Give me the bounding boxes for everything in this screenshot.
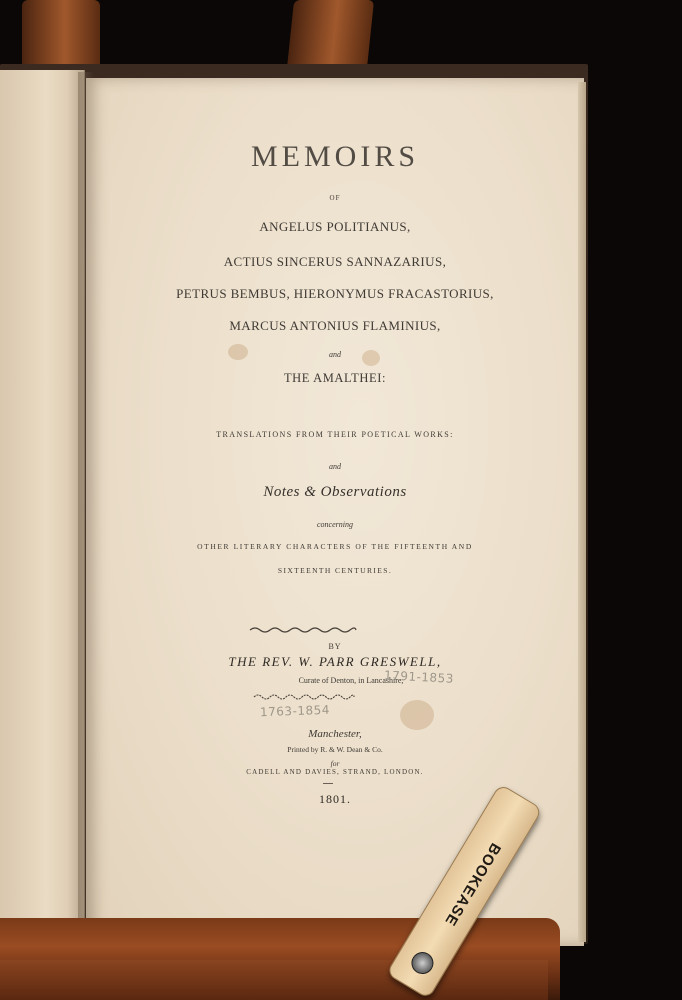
ornament-divider — [252, 692, 356, 702]
pencil-annotation: 1763-1854 — [259, 702, 331, 720]
other-characters-line: OTHER LITERARY CHARACTERS OF THE FIFTEENTH AND — [197, 542, 473, 551]
book-title: MEMOIRS — [250, 140, 420, 173]
foxing-spot — [400, 700, 434, 730]
notes-heading: Notes & Observations — [263, 484, 407, 500]
page-fore-edge — [578, 82, 586, 942]
by-text: BY — [328, 642, 342, 651]
easel-shelf-lip — [0, 960, 548, 1000]
author-title: Curate of Denton, in Lancashire, — [298, 676, 404, 685]
for-text: for — [330, 759, 340, 768]
left-page — [0, 70, 85, 950]
translations-line: TRANSLATIONS FROM THEIR POETICAL WORKS: — [216, 430, 454, 439]
author-name: THE REV. W. PARR GRESWELL, — [228, 654, 442, 669]
pencil-annotation: 1791-1853 — [383, 668, 455, 686]
easel-left-post — [22, 0, 100, 70]
imprint-place: Manchester, — [308, 728, 362, 740]
printer-line: Printed by R. & W. Dean & Co. — [287, 745, 383, 754]
subject-name: THE AMALTHEI: — [283, 371, 387, 385]
publication-year: 1801. — [319, 792, 351, 806]
centuries-line: SIXTEENTH CENTURIES. — [277, 566, 393, 575]
subject-name: ACTIUS SINCERUS SANNAZARIUS, — [223, 254, 447, 269]
bookmark-brand: BOOKEASE — [441, 839, 504, 930]
publisher-line: CADELL AND DAVIES, STRAND, LONDON. — [246, 768, 424, 776]
and-text: and — [329, 462, 341, 471]
subject-name: ANGELUS POLITIANUS, — [259, 219, 411, 234]
short-rule — [323, 783, 333, 784]
and-text: and — [329, 350, 341, 359]
subject-name: MARCUS ANTONIUS FLAMINIUS, — [229, 318, 441, 333]
subject-name: PETRUS BEMBUS, HIERONYMUS FRACASTORIUS, — [176, 286, 494, 301]
bookmark-rivet — [407, 948, 437, 978]
of-text: OF — [329, 194, 341, 202]
concerning-text: concerning — [317, 520, 353, 529]
ornament-divider — [248, 625, 358, 635]
